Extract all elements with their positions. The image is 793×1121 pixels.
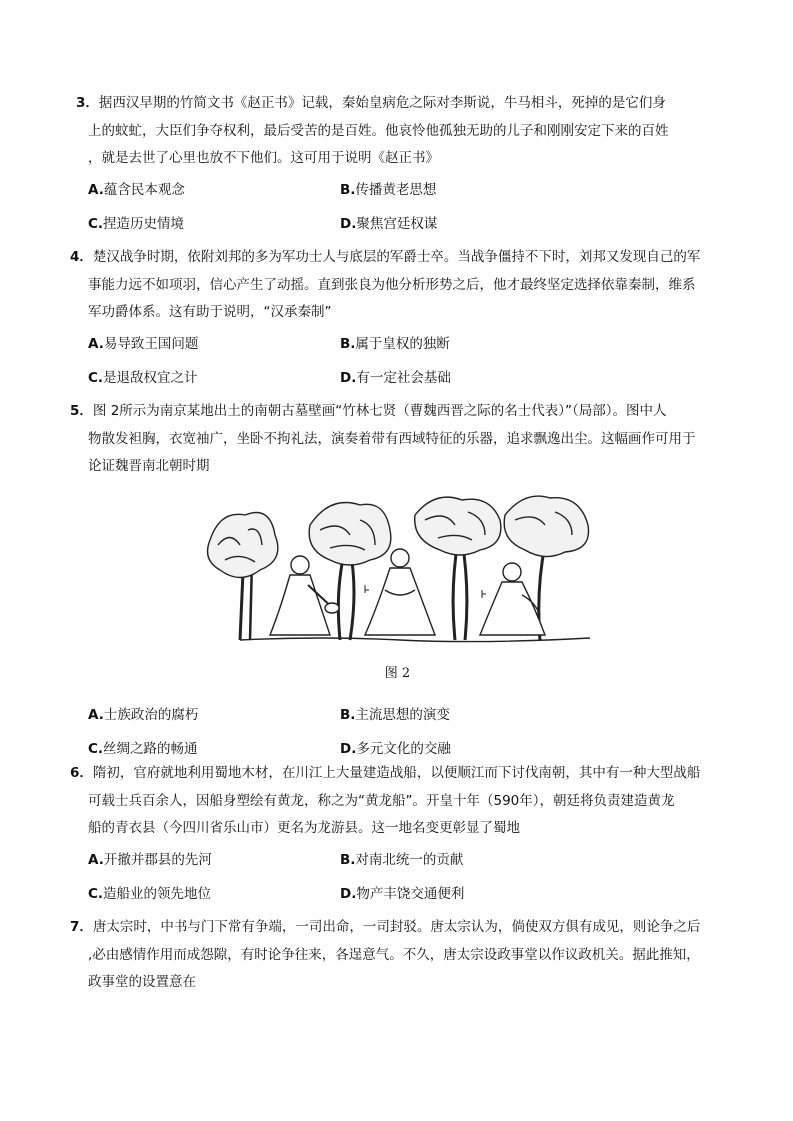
stem-line: 船的青衣县（今四川省乐山市）更名为龙游县。这一地名变更彰显了蜀地 <box>88 820 520 836</box>
question-5 <box>70 398 730 481</box>
question-number: 6． <box>70 765 93 781</box>
question-7-stem <box>70 914 730 997</box>
stem-line: 可载士兵百余人，因船身塑绘有黄龙，称之为“黄龙船”。开皇十年（590年），朝廷将负责建造黄龙 <box>88 792 675 809</box>
stem-line: 事能力远不如项羽，信心产生了动摇。直到张良为他分析形势之后，他才最终坚定选择依靠秦制，维系 <box>88 276 696 293</box>
stem-line: ，就是去世了心里也放不下他们。这可用于说明《赵正书》 <box>88 150 439 166</box>
stem-line: 论证魏晋南北朝时期 <box>88 458 210 474</box>
question-5-stem <box>70 398 730 481</box>
stem-line: 物散发袒胸，衣宽袖广，坐卧不拘礼法，演奏着带有西域特征的乐器，追求飘逸出尘。这幅画作可用于 <box>88 430 696 447</box>
stem-line: 政事堂的设置意在 <box>88 974 196 990</box>
option-b[interactable]: B.属于皇权的独断 <box>340 335 450 352</box>
question-number: 3． <box>76 95 99 111</box>
option-a[interactable]: A.士族政治的腐朽 <box>88 707 199 723</box>
stem-line: 上的蚊虻，大臣们争夺权利，最后受苦的是百姓。他哀怜他孤独无助的儿子和刚刚安定下来的百姓 <box>88 122 669 139</box>
mural-figure <box>200 490 595 680</box>
option-a[interactable]: A.开撤并郡县的先河 <box>88 851 212 868</box>
stem-line: 图 2所示为南京某地出土的南朝古墓壁画“竹林七贤（曹魏西晋之际的名士代表）”（局部）。图中人 <box>92 403 667 419</box>
question-3-stem <box>70 90 730 173</box>
option-c[interactable]: C.捏造历史情境 <box>88 215 185 232</box>
option-c[interactable]: C.丝绸之路的畅通 <box>88 741 198 757</box>
options <box>70 177 730 245</box>
stem-line: 楚汉战争时期，依附刘邦的多为军功士人与底层的军爵士卒。当战争僵持不下时，刘邦又发现自己的军 <box>92 249 701 265</box>
question-4 <box>70 244 730 399</box>
question-6 <box>70 760 730 915</box>
question-7 <box>70 914 730 997</box>
option-c[interactable]: C.造船业的领先地位 <box>88 885 212 902</box>
option-d[interactable]: D.有一定社会基础 <box>340 369 451 386</box>
bamboo-grove-sages-illustration <box>200 490 595 660</box>
question-6-stem <box>70 760 730 843</box>
stem-line: 据西汉早期的竹简文书《赵正书》记载，秦始皇病危之际对李斯说，牛马相斗，死掉的是它们身 <box>98 95 666 111</box>
options <box>70 331 730 399</box>
question-number: 7． <box>70 919 93 935</box>
figure-caption: 图 2 <box>384 666 411 681</box>
option-c[interactable]: C.是退敌权宜之计 <box>88 369 198 386</box>
options <box>70 847 730 915</box>
stem-line: ,必由感情作用而成怨隙，有时论争往来，各逞意气。不久，唐太宗设政事堂以作议政机关。据此推知， <box>88 946 700 963</box>
option-d[interactable]: D.聚焦宫廷权谋 <box>340 215 438 232</box>
option-b[interactable]: B.对南北统一的贡献 <box>340 851 464 868</box>
stem-line: 唐太宗时，中书与门下常有争端，一司出命，一司封驳。唐太宗认为，倘使双方俱有成见，则论争之后 <box>92 919 701 935</box>
question-3 <box>70 90 730 245</box>
option-d[interactable]: D.多元文化的交融 <box>340 741 451 757</box>
option-b[interactable]: B.主流思想的演变 <box>340 707 450 723</box>
option-a[interactable]: A.易导致王国问题 <box>88 335 199 352</box>
stem-line: 隋初，官府就地利用蜀地木材，在川江上大量建造战船，以便顺江而下讨伐南朝，其中有一种大型战船 <box>92 765 701 781</box>
question-4-stem <box>70 244 730 327</box>
stem-line: 军功爵体系。这有助于说明，“汉承秦制” <box>88 304 332 320</box>
option-d[interactable]: D.物产丰饶交通便利 <box>340 885 465 902</box>
question-number: 5． <box>70 403 93 419</box>
question-number: 4． <box>70 249 93 265</box>
option-b[interactable]: B.传播黄老思想 <box>340 181 437 198</box>
option-a[interactable]: A.蕴含民本观念 <box>88 181 185 198</box>
